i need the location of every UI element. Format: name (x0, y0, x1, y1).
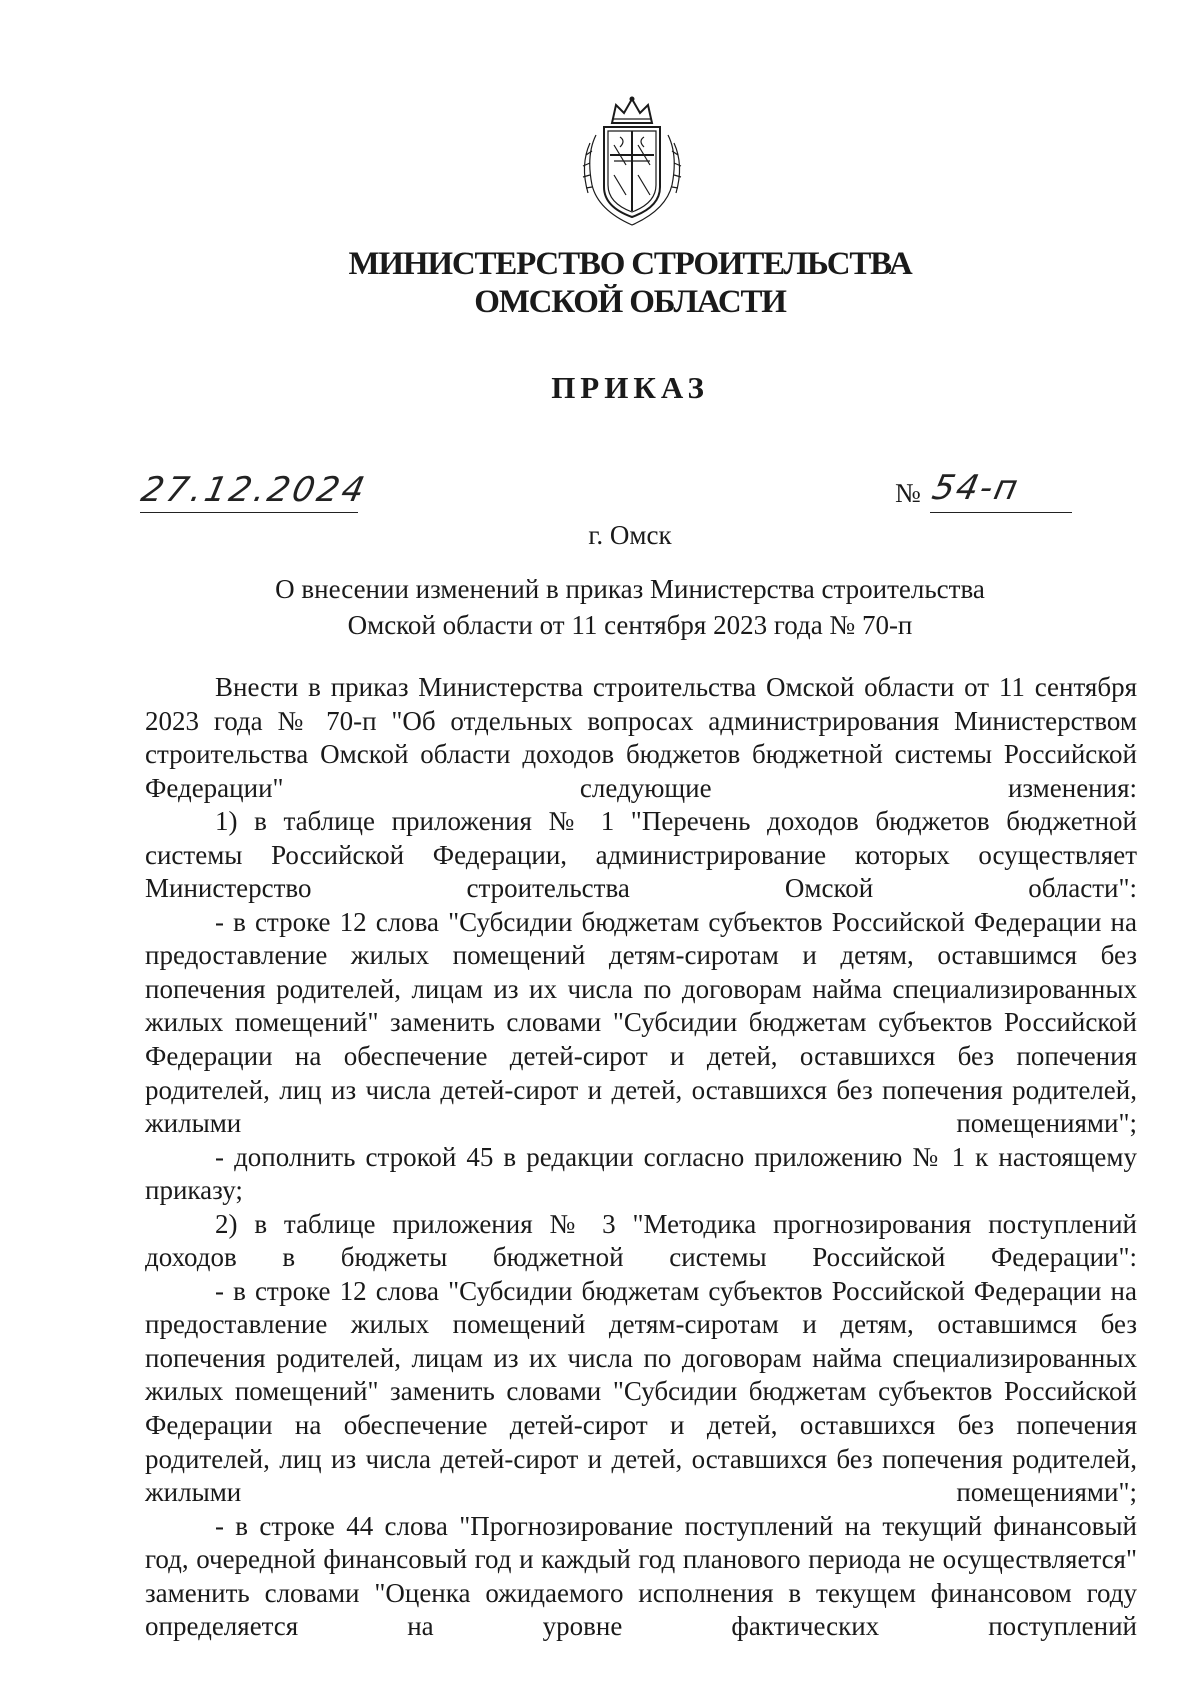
body-paragraph: - дополнить строкой 45 в редакции согласно приложению № 1 к настоящему приказу; (145, 1141, 1137, 1206)
order-number: 54-п (928, 468, 1024, 508)
body-paragraph: 1) в таблице приложения № 1 "Перечень доходов бюджетов бюджетной системы Российской Федерации, администрирование которых осуществляет Министерство строительства Омской области": (145, 806, 1137, 904)
city: г. Омск (588, 520, 672, 550)
body-paragraph: - в строке 12 слова "Субсидии бюджетам субъектов Российской Федерации на предоставление жилых помещений детям-сиротам и детям, оставшимся без попечения родителей, лицам из их числа по договорам найма специализированных жилых помещений" заменить словами "Субсидии бюджетам субъектов Российской Федерации на обеспечение детей-сирот и детей, оставшихся без попечения родителей, лиц из числа детей-сирот и детей, оставшихся без попечения родителей, жилыми помещениями"; (145, 906, 1137, 1139)
ministry-name-line1: МИНИСТЕРСТВО СТРОИТЕЛЬСТВА (348, 246, 912, 282)
ministry-name-line2: ОМСКОЙ ОБЛАСТИ (474, 284, 786, 320)
number-underline (930, 512, 1072, 513)
body-paragraph: 2) в таблице приложения № 3 "Методика прогнозирования поступлений доходов в бюджеты бюджетной системы Российской Федерации": (145, 1208, 1137, 1273)
number-sign: № (895, 478, 921, 508)
body-paragraph: Внести в приказ Министерства строительства Омской области от 11 сентября 2023 года № 70-п "Об отдельных вопросах администрирования Министерством строительства Омской области доходов бюджетов бюджетной системы Российской Федерации" следующие изменения: (145, 672, 1137, 803)
order-date: 27.12.2024 (137, 470, 371, 510)
subject-line2: Омской области от 11 сентября 2023 года № 70-п (347, 610, 913, 640)
order-title: ПРИКАЗ (551, 370, 709, 405)
order-subject (220, 571, 1040, 643)
omsk-coat-of-arms-icon (574, 95, 690, 229)
date-underline (140, 512, 358, 513)
body-paragraph: - в строке 44 слова "Прогнозирование поступлений на текущий финансовый год, очередной финансовый год и каждый год планового периода не осуществляется" заменить словами "Оценка ожидаемого исполнения в текущем финансовом году определяется на уровне фактических поступлений (145, 1510, 1137, 1642)
subject-line1: О внесении изменений в приказ Министерства строительства (275, 574, 985, 604)
body-paragraph: - в строке 12 слова "Субсидии бюджетам субъектов Российской Федерации на предоставление жилых помещений детям-сиротам и детям, оставшимся без попечения родителей, лицам из их числа по договорам найма специализированных жилых помещений" заменить словами "Субсидии бюджетам субъектов Российской Федерации на обеспечение детей-сирот и детей, оставшихся без попечения родителей, лиц из числа детей-сирот и детей, оставшихся без попечения родителей, жилыми помещениями"; (145, 1275, 1137, 1508)
order-body (145, 671, 1137, 1644)
